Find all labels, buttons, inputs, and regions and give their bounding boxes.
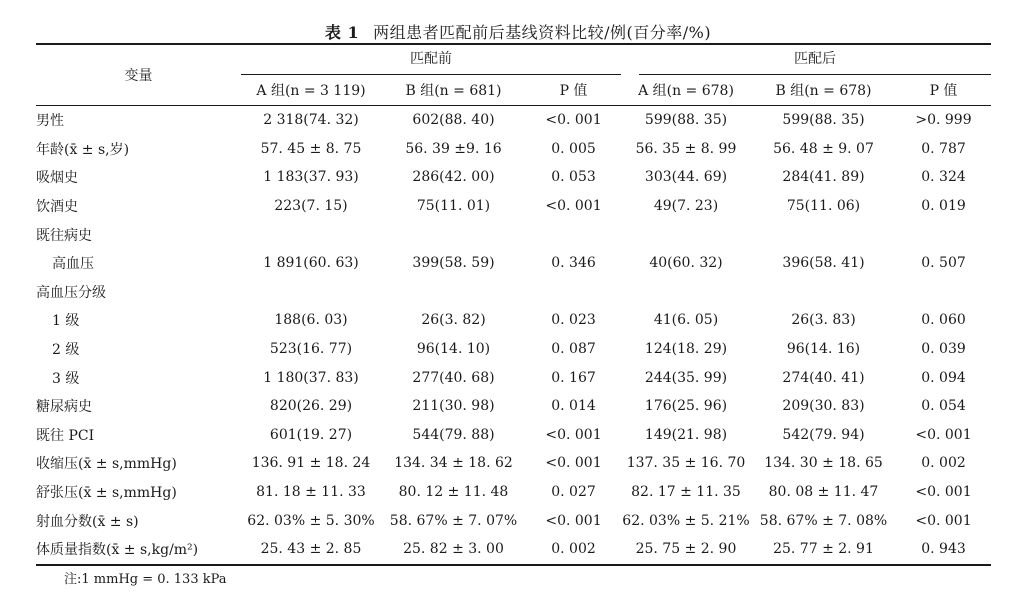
table-cell: 134. 34 ± 18. 62: [394, 455, 513, 472]
table-cell: [751, 220, 896, 249]
table-cell: 0. 054: [921, 398, 966, 415]
table-cell: <0. 001: [545, 455, 602, 472]
table-cell: 81. 18 ± 11. 33: [256, 484, 366, 501]
table-row: [36, 392, 991, 421]
table-cell: 56. 35 ± 8. 99: [635, 140, 737, 157]
table-row: [36, 335, 991, 364]
row-label: 既往病史: [36, 227, 92, 244]
table-cell: 57. 45 ± 8. 75: [260, 140, 362, 157]
table-cell: 124(18. 29): [644, 341, 728, 358]
table-cell: 284(41. 89): [782, 169, 865, 186]
table-row: [36, 506, 991, 535]
row-label: 高血压分级: [36, 284, 106, 301]
table-cell: 62. 03% ± 5. 21%: [622, 512, 750, 529]
table-cell: [381, 220, 526, 249]
table-cell: 1 183(37. 93): [263, 169, 359, 186]
table-cell: <0. 001: [915, 484, 972, 501]
table-cell: 26(3. 82): [421, 312, 486, 329]
table-cell: 0. 094: [921, 369, 966, 386]
baseline-table: [36, 43, 991, 566]
table-cell: 41(6. 05): [653, 312, 719, 329]
header-variable: 变量: [36, 44, 241, 106]
table-cell: 601(19. 27): [269, 426, 353, 443]
table-row: [36, 135, 991, 164]
table-cell: 1 180(37. 83): [263, 369, 359, 386]
table-cell: <0. 001: [545, 198, 602, 215]
table-cell: 286(42. 00): [412, 169, 495, 186]
table-row: [36, 306, 991, 335]
table-row: [36, 220, 991, 249]
table-cell: 58. 67% ± 7. 08%: [759, 512, 888, 529]
table-cell: 542(79. 94): [782, 426, 865, 443]
column-header: B 组(n = 681): [381, 75, 526, 106]
table-row: [36, 249, 991, 278]
column-header: A 组(n = 678): [621, 75, 751, 106]
table-cell: [621, 220, 751, 249]
table-cell: 25. 77 ± 2. 91: [751, 535, 896, 565]
row-label: 收缩压(x̄ ± s,mmHg): [36, 456, 177, 473]
table-cell: 25. 82 ± 3. 00: [381, 535, 526, 565]
table-cell: 134. 30 ± 18. 65: [764, 455, 883, 472]
row-label: 男性: [36, 113, 64, 130]
table-cell: 0. 027: [551, 484, 596, 501]
table-cell: 0. 087: [551, 341, 596, 358]
table-cell: 0. 324: [921, 169, 966, 186]
table-cell: 599(88. 35): [644, 112, 728, 129]
table-cell: 0. 002: [921, 455, 966, 472]
table-cell: 176(25. 96): [644, 398, 728, 415]
table-cell: [526, 220, 621, 249]
table-cell: 0. 507: [921, 255, 966, 272]
table-cell: 25. 75 ± 2. 90: [621, 535, 751, 565]
table-cell: 58. 67% ± 7. 07%: [389, 512, 518, 529]
row-label: 射血分数(x̄ ± s): [36, 513, 139, 530]
table-cell: 0. 023: [551, 312, 596, 329]
table-cell: [751, 278, 896, 307]
table-cell: 149(21. 98): [644, 426, 728, 443]
table-cell: 602(88. 40): [412, 112, 495, 129]
table-cell: 0. 002: [526, 535, 621, 565]
table-cell: 820(26. 29): [269, 398, 353, 415]
table-cell: 244(35. 99): [644, 369, 728, 386]
table-caption: [0, 20, 1036, 43]
table-cell: <0. 001: [915, 426, 972, 443]
table-cell: 211(30. 98): [412, 398, 495, 415]
column-header: P 值: [526, 75, 621, 106]
table-cell: [621, 278, 751, 307]
footnote: 注:1 mmHg = 0. 133 kPa: [64, 572, 227, 587]
table-cell: <0. 001: [915, 512, 972, 529]
row-label: 年龄(x̄ ± s,岁): [36, 141, 130, 158]
table-cell: 96(14. 16): [786, 341, 861, 358]
table-cell: 523(16. 77): [269, 341, 353, 358]
row-label: 2 级: [52, 342, 80, 359]
row-label: 既往 PCI: [36, 427, 95, 444]
table-cell: 82. 17 ± 11. 35: [631, 484, 741, 501]
table-cell: 0. 346: [551, 255, 596, 272]
table-cell: 56. 39 ±9. 16: [405, 140, 502, 157]
table-cell: 96(14. 10): [416, 341, 491, 358]
table-cell: <0. 001: [545, 512, 602, 529]
table-cell: 0. 053: [551, 169, 596, 186]
table-cell: [896, 220, 991, 249]
row-label: 3 级: [52, 370, 80, 387]
row-label: 糖尿病史: [36, 399, 92, 416]
table-cell: 223(7. 15): [274, 198, 348, 215]
table-cell: [241, 220, 381, 249]
table-row: [36, 363, 991, 392]
table-cell: 26(3. 83): [791, 312, 856, 329]
table-cell: 80. 12 ± 11. 48: [398, 484, 509, 501]
row-label: 1 级: [52, 313, 80, 330]
table-cell: <0. 001: [545, 112, 602, 129]
table-cell: 209(30. 83): [782, 398, 865, 415]
column-header: A 组(n = 3 119): [241, 75, 381, 106]
column-header: P 值: [896, 75, 991, 106]
table-cell: 0. 005: [551, 140, 596, 157]
table-cell: 62. 03% ± 5. 30%: [247, 512, 375, 529]
table-cell: 0. 014: [551, 398, 596, 415]
table-cell: 0. 787: [921, 140, 966, 157]
table-cell: 599(88. 35): [782, 112, 865, 129]
header-before-label: 匹配前: [241, 45, 621, 75]
table-cell: <0. 001: [545, 426, 602, 443]
table-row: [36, 535, 991, 565]
table-cell: 40(60. 32): [649, 255, 723, 272]
table-cell: 2 318(74. 32): [263, 112, 359, 129]
table-cell: 274(40. 41): [782, 369, 865, 386]
row-label: 高血压: [52, 256, 94, 273]
table-cell: 396(58. 41): [782, 255, 865, 272]
table-cell: [896, 278, 991, 307]
table-row: [36, 192, 991, 221]
table-cell: 49(7. 23): [653, 198, 719, 215]
table-cell: [241, 278, 381, 307]
table-cell: 0. 039: [921, 341, 966, 358]
table-row: [36, 449, 991, 478]
table-cell: 0. 167: [551, 369, 596, 386]
table-cell: 136. 91 ± 18. 24: [251, 455, 371, 472]
table-cell: [381, 278, 526, 307]
table-label: 表 1: [324, 23, 360, 42]
row-label: 体质量指数(x̄ ± s,kg/m²): [36, 535, 241, 565]
table-cell: 277(40. 68): [412, 369, 495, 386]
header-after-label: 匹配后: [639, 45, 991, 75]
table-cell: >0. 999: [915, 112, 972, 129]
table-cell: 75(11. 06): [786, 198, 861, 215]
table-cell: 0. 060: [921, 312, 966, 329]
table-cell: 0. 019: [921, 198, 966, 215]
row-label: 舒张压(x̄ ± s,mmHg): [36, 485, 177, 502]
table-row: [36, 278, 991, 307]
table-cell: 544(79. 88): [412, 426, 495, 443]
table-cell: 1 891(60. 63): [263, 255, 359, 272]
header-before: [241, 44, 621, 75]
table-row: [36, 478, 991, 507]
table-title: 两组患者匹配前后基线资料比较/例(百分率/%): [373, 23, 712, 42]
table-cell: 75(11. 01): [416, 198, 491, 215]
table-cell: 303(44. 69): [644, 169, 728, 186]
table-cell: 25. 43 ± 2. 85: [241, 535, 381, 565]
table-cell: 0. 943: [896, 535, 991, 565]
table-cell: 188(6. 03): [274, 312, 348, 329]
table-row: [36, 421, 991, 450]
table-cell: 80. 08 ± 11. 47: [768, 484, 879, 501]
table-cell: 56. 48 ± 9. 07: [773, 140, 874, 157]
header-after: [621, 44, 991, 75]
table-row: [36, 106, 991, 135]
table-cell: 137. 35 ± 16. 70: [626, 455, 746, 472]
table-cell: 399(58. 59): [412, 255, 495, 272]
column-header: B 组(n = 678): [751, 75, 896, 106]
table-cell: [526, 278, 621, 307]
row-label: 饮酒史: [36, 199, 78, 216]
row-label: 吸烟史: [36, 170, 78, 187]
table-row: [36, 163, 991, 192]
